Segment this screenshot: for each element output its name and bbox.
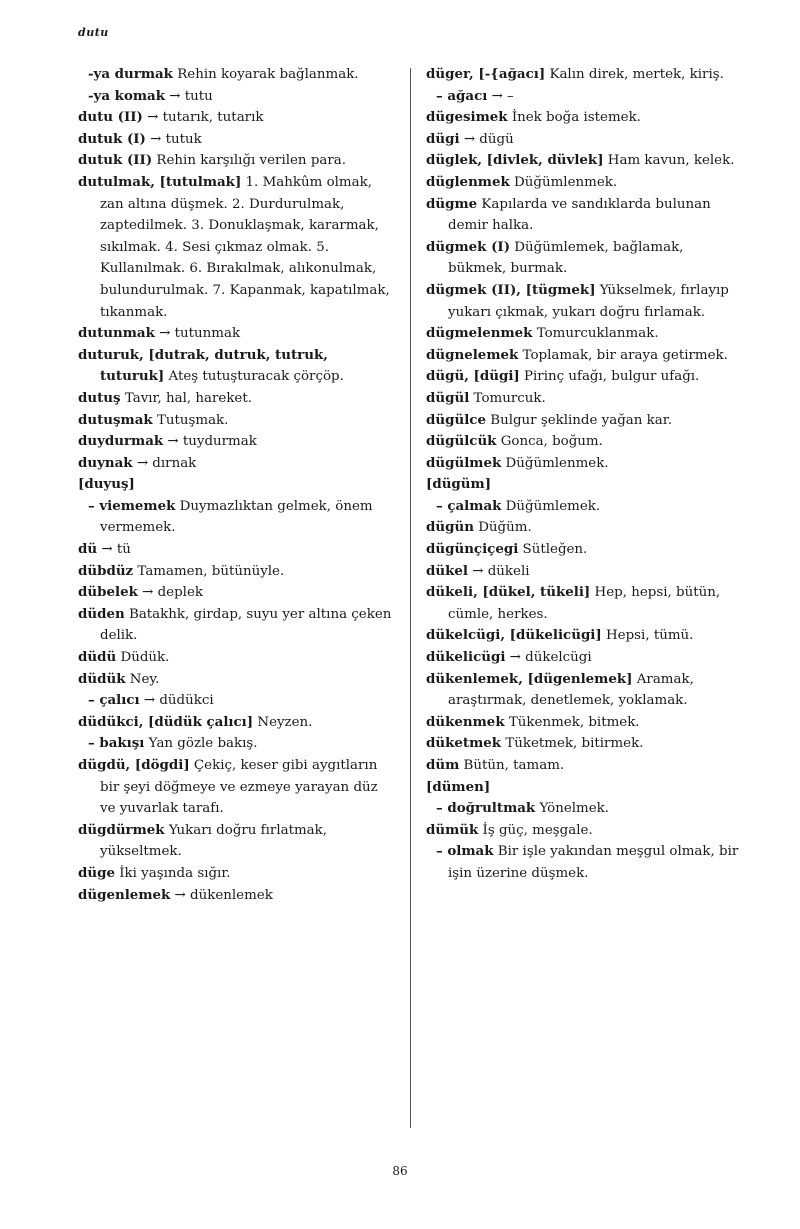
- entry-definition: Çekiç, keser gibi aygıtların bir şeyi döğmeye ve ezmeye yarayan düz ve yuvarlak tarafı.: [100, 758, 378, 817]
- entry-headword: dü: [78, 541, 98, 558]
- entry-definition: Rehin koyarak bağlanmak.: [172, 67, 359, 82]
- dictionary-entry: [78, 820, 396, 863]
- entry-headword: dutu (II): [78, 109, 143, 126]
- entry-definition: → tutuk: [145, 131, 202, 147]
- entry-headword: düden: [78, 605, 125, 622]
- dictionary-entry: [426, 841, 744, 884]
- dictionary-entry: [78, 690, 396, 712]
- entry-headword: dügesimek: [426, 109, 508, 126]
- entry-headword: – olmak: [436, 843, 494, 860]
- entry-definition: Kalın direk, mertek, kiriş.: [545, 67, 724, 82]
- dictionary-entry: [78, 885, 396, 907]
- entry-headword: – çalıcı: [88, 692, 140, 709]
- entry-headword: düdükci, [düdük çalıcı]: [78, 713, 254, 730]
- entry-definition: İş güç, meşgale.: [478, 822, 593, 838]
- dictionary-entry: [426, 582, 744, 625]
- entry-headword: dutuk (II): [78, 152, 153, 169]
- dictionary-entry: [78, 712, 396, 734]
- entry-headword: dümük: [426, 821, 479, 838]
- dictionary-entry: [426, 129, 744, 151]
- entry-headword: duturuk, [dutrak, dutruk, tutruk, tuturuk]: [78, 346, 328, 385]
- entry-definition: → tuydurmak: [163, 434, 257, 450]
- entry-definition: Rehin karşılığı verilen para.: [152, 153, 347, 169]
- entry-definition: Düğüm.: [473, 520, 532, 536]
- entry-definition: Tavır, hal, hareket.: [120, 390, 252, 406]
- entry-definition: Duymazlıktan gelmek, önem vermemek.: [100, 498, 373, 536]
- entry-definition: → tutunmak: [154, 326, 241, 342]
- entry-definition: Bulgur şeklinde yağan kar.: [485, 412, 672, 428]
- entry-definition: Hepsi, tümü.: [601, 628, 694, 644]
- dictionary-entry: [78, 129, 396, 151]
- entry-definition: Düğümlemek, bağlamak, bükmek, burmak.: [448, 239, 684, 277]
- entry-definition: Kapılarda ve sandıklarda bulunan demir halka.: [448, 196, 711, 234]
- running-head: dutu: [78, 26, 109, 39]
- dictionary-entry: [426, 388, 744, 410]
- dictionary-entry: [426, 712, 744, 734]
- dictionary-entry: [426, 733, 744, 755]
- entry-headword: dügülce: [426, 411, 486, 428]
- entry-definition: Tükenmek, bitmek.: [504, 714, 640, 730]
- entry-headword: duynak: [78, 454, 133, 471]
- dictionary-entry: [426, 280, 744, 323]
- entry-definition: → dükenlemek: [170, 887, 273, 903]
- entry-headword: dükelicügi: [426, 649, 506, 666]
- dictionary-entry: [78, 410, 396, 432]
- entry-definition: → dükelcügi: [505, 650, 592, 666]
- entry-definition: Yönelmek.: [535, 801, 610, 817]
- dictionary-entry: [426, 474, 744, 496]
- entry-headword: dügülmek: [426, 454, 502, 471]
- dictionary-entry: [426, 777, 744, 799]
- dictionary-entry: [78, 431, 396, 453]
- entry-definition: Tüketmek, bitirmek.: [501, 736, 644, 752]
- entry-definition: Tutuşmak.: [152, 412, 229, 428]
- entry-definition: Tamamen, bütünüyle.: [133, 563, 285, 579]
- entry-headword: düger, [-{ağacı]: [426, 66, 546, 82]
- dictionary-entry: [78, 107, 396, 129]
- entry-definition: Aramak, araştırmak, denetlemek, yoklamak.: [448, 671, 694, 709]
- entry-definition: Yan gözle bakış.: [144, 736, 258, 752]
- entry-headword: dügdü, [dögdi]: [78, 757, 190, 773]
- dictionary-entry: [426, 237, 744, 280]
- entry-headword: dügü, [dügi]: [426, 368, 520, 385]
- entry-definition: → dügü: [459, 131, 514, 147]
- entry-headword: dutunmak: [78, 325, 155, 342]
- entry-headword: dükel: [426, 562, 468, 579]
- dictionary-entry: [78, 582, 396, 604]
- entry-headword: dübelek: [78, 584, 138, 601]
- entry-definition: Batakhk, girdap, suyu yer altına çeken delik.: [100, 606, 392, 644]
- entry-definition: Yukarı doğru fırlatmak, yükseltmek.: [100, 822, 328, 860]
- entry-definition: 1. Mahkûm olmak, zan altına düşmek. 2. Durdurulmak, zaptedilmek. 3. Donuklaşmak, kararmak, sıkılmak. 4. Sesi çıkmaz olmak. 5. Kullanılmak. 6. Bırakılmak, alıkonulmak, bulundurulmak. 7. Kapanmak, kapatılmak, tıkanmak.: [100, 174, 390, 320]
- dictionary-entry: [426, 64, 744, 86]
- entry-headword: dügünçiçegi: [426, 541, 519, 558]
- dictionary-entry: [78, 863, 396, 885]
- entry-definition: Ney.: [125, 671, 160, 687]
- entry-definition: Hep, hepsi, bütün, cümle, herkes.: [448, 585, 721, 622]
- entry-headword: dutuş: [78, 389, 121, 406]
- right-column: [426, 64, 744, 885]
- column-divider: [410, 68, 411, 1128]
- dictionary-entry: [426, 366, 744, 388]
- entry-headword: dügnelemek: [426, 346, 519, 363]
- dictionary-entry: [426, 172, 744, 194]
- entry-headword: dügme: [426, 195, 478, 212]
- entry-headword: dutuşmak: [78, 411, 153, 428]
- entry-definition: Yükselmek, fırlayıp yukarı çıkmak, yukarı doğru fırlamak.: [448, 282, 729, 320]
- dictionary-entry: [78, 150, 396, 172]
- entry-headword: dükeli, [dükel, tükeli]: [426, 584, 591, 601]
- dictionary-entry: [426, 107, 744, 129]
- entry-headword: dügülcük: [426, 433, 497, 450]
- entry-headword: dügün: [426, 519, 474, 536]
- entry-definition: Düğümlemek.: [501, 498, 601, 514]
- entry-headword: dutuk (I): [78, 130, 146, 147]
- dictionary-entry: [426, 561, 744, 583]
- entry-headword: düge: [78, 864, 115, 881]
- entry-headword: – viememek: [88, 497, 176, 514]
- dictionary-entry: [426, 820, 744, 842]
- dictionary-entry: [426, 345, 744, 367]
- dictionary-entry: [78, 345, 396, 388]
- entry-definition: Pirinç ufağı, bulgur ufağı.: [519, 369, 700, 385]
- dictionary-entry: [78, 755, 396, 820]
- entry-headword: dügdürmek: [78, 821, 165, 838]
- dictionary-entry: [426, 798, 744, 820]
- dictionary-entry: [426, 453, 744, 475]
- entry-headword: – ağacı: [436, 87, 488, 104]
- entry-definition: Düğümlenmek.: [509, 174, 618, 190]
- entry-definition: → düdükci: [139, 693, 214, 709]
- entry-headword: dügenlemek: [78, 886, 171, 903]
- dictionary-entry: [78, 669, 396, 691]
- dictionary-entry: [426, 410, 744, 432]
- entry-headword: dükenmek: [426, 713, 505, 730]
- page-number: 86: [392, 1164, 408, 1178]
- entry-definition: Düdük.: [116, 650, 170, 666]
- entry-headword: dügmek (I): [426, 238, 511, 255]
- entry-headword: dutulmak, [tutulmak]: [78, 173, 242, 190]
- entry-definition: → tutu: [165, 88, 213, 104]
- dictionary-entry: [426, 86, 744, 108]
- dictionary-entry: [426, 150, 744, 172]
- entry-headword: düketmek: [426, 735, 502, 752]
- dictionary-entry: [426, 647, 744, 669]
- entry-headword: – doğrultmak: [436, 800, 536, 817]
- entry-headword: dübdüz: [78, 562, 134, 579]
- entry-headword: düdük: [78, 670, 126, 687]
- dictionary-entry: [78, 647, 396, 669]
- entry-definition: Bütün, tamam.: [459, 758, 565, 773]
- entry-headword: düglek, [divlek, düvlek]: [426, 152, 604, 169]
- dictionary-entry: [78, 474, 396, 496]
- entry-headword: dügmelenmek: [426, 325, 533, 342]
- dictionary-entry: [78, 496, 396, 539]
- entry-definition: → deplek: [137, 585, 203, 601]
- entry-definition: → dırnak: [132, 455, 197, 471]
- entry-definition: Tomurcuklanmak.: [532, 326, 659, 342]
- dictionary-entry: [78, 453, 396, 475]
- entry-definition: → tutarık, tutarık: [142, 110, 264, 126]
- entry-definition: Ham kavun, kelek.: [603, 153, 735, 169]
- entry-headword: dügül: [426, 389, 470, 406]
- entry-definition: Sütleğen.: [518, 542, 588, 558]
- dictionary-entry: [78, 86, 396, 108]
- entry-headword: – çalmak: [436, 497, 502, 514]
- entry-definition: Neyzen.: [253, 714, 313, 730]
- entry-headword: dükelcügi, [dükelicügi]: [426, 627, 602, 644]
- dictionary-entry: [426, 431, 744, 453]
- entry-headword: -ya komak: [88, 87, 166, 104]
- entry-headword: düglenmek: [426, 173, 510, 190]
- entry-definition: → dükeli: [467, 563, 530, 579]
- entry-headword: dükenlemek, [dügenlemek]: [426, 670, 633, 687]
- dictionary-entry: [78, 64, 396, 86]
- entry-headword: [dügüm]: [426, 476, 492, 493]
- entry-definition: İnek boğa istemek.: [507, 110, 641, 126]
- entry-headword: duydurmak: [78, 433, 164, 450]
- entry-definition: → tü: [97, 542, 131, 558]
- dictionary-entry: [426, 496, 744, 518]
- entry-headword: -ya durmak: [88, 66, 173, 82]
- dictionary-entry: [78, 172, 396, 323]
- entry-definition: → –: [487, 88, 514, 104]
- entry-definition: Gonca, boğum.: [496, 434, 603, 450]
- entry-definition: Toplamak, bir araya getirmek.: [518, 347, 728, 363]
- dictionary-entry: [426, 755, 744, 777]
- dictionary-entry: [426, 323, 744, 345]
- entry-definition: İki yaşında sığır.: [114, 865, 231, 881]
- entry-headword: – bakışı: [88, 735, 145, 752]
- dictionary-entry: [78, 604, 396, 647]
- dictionary-entry: [78, 561, 396, 583]
- dictionary-entry: [426, 517, 744, 539]
- dictionary-entry: [78, 323, 396, 345]
- left-column: [78, 64, 396, 906]
- entry-headword: düm: [426, 757, 460, 773]
- dictionary-entry: [78, 388, 396, 410]
- entry-headword: düdü: [78, 649, 117, 666]
- dictionary-entry: [426, 625, 744, 647]
- entry-definition: Ateş tutuşturacak çörçöp.: [164, 369, 344, 385]
- entry-headword: dügi: [426, 130, 460, 147]
- entry-headword: dügmek (II), [tügmek]: [426, 281, 596, 298]
- entry-headword: [dümen]: [426, 778, 491, 795]
- dictionary-entry: [426, 669, 744, 712]
- entry-definition: Tomurcuk.: [469, 390, 546, 406]
- dictionary-entry: [78, 539, 396, 561]
- entry-headword: [duyuş]: [78, 476, 135, 493]
- dictionary-entry: [78, 733, 396, 755]
- dictionary-entry: [426, 194, 744, 237]
- entry-definition: Bir işle yakından meşgul olmak, bir işin üzerine düşmek.: [448, 844, 739, 881]
- entry-definition: Düğümlenmek.: [501, 455, 609, 471]
- dictionary-entry: [426, 539, 744, 561]
